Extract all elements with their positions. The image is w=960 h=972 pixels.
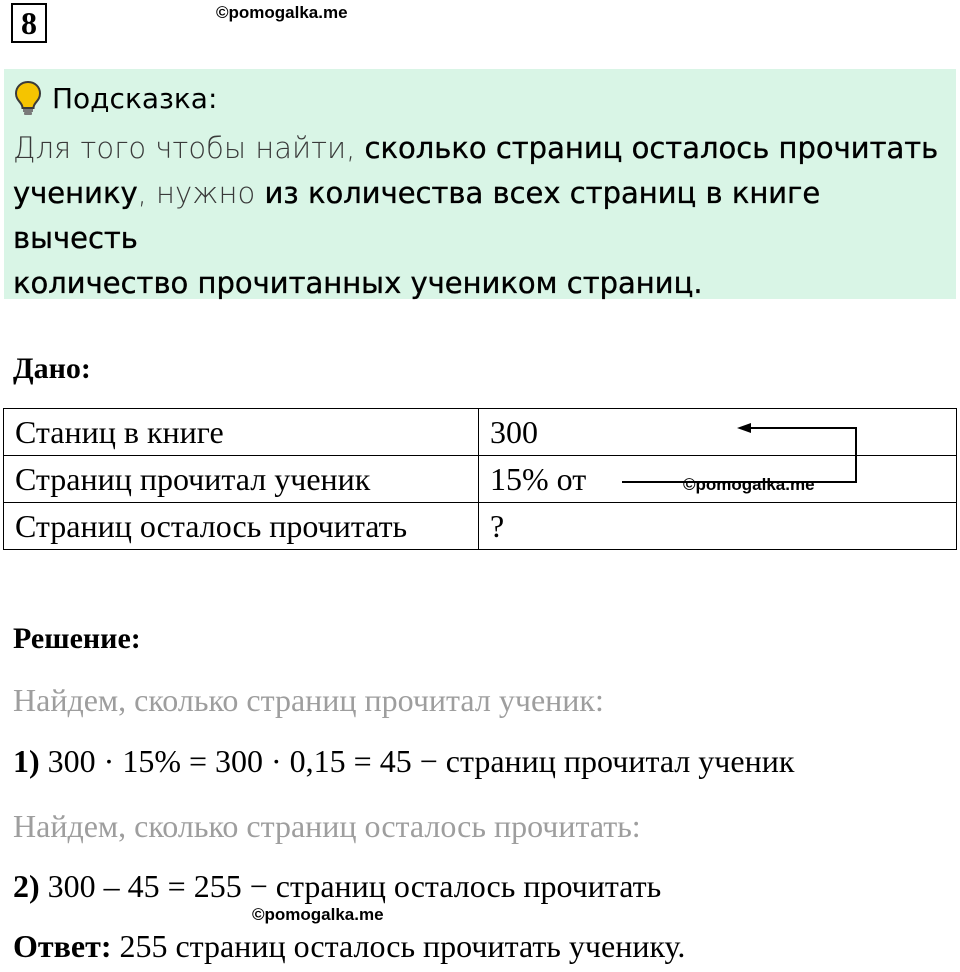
answer-text: 255 страниц осталось прочитать ученику.	[111, 928, 686, 964]
step-text: 300 – 45 = 255 − страниц осталось прочитать	[39, 868, 662, 904]
row-label: Станиц в книге	[4, 409, 479, 456]
hint-text-bold: ученику	[13, 176, 138, 210]
hint-text-plain: Для того чтобы найти,	[13, 131, 365, 165]
row-label: Страниц прочитал ученик	[4, 456, 479, 503]
watermark-top: ©pomogalka.me	[216, 3, 348, 22]
hint-text-bold: из количества всех страниц в книге вычесть	[13, 176, 821, 255]
task-number-box	[11, 3, 47, 43]
hint-title: Подсказка:	[52, 81, 218, 115]
row-value: 300	[479, 409, 957, 456]
solution-step-1	[13, 743, 794, 780]
hint-text-bold: сколько страниц осталось прочитать	[364, 131, 939, 165]
lightbulb-icon	[14, 80, 42, 116]
hint-line-3	[13, 261, 943, 306]
hint-text-bold: количество прочитанных учеником страниц.	[13, 266, 703, 300]
answer-label: Ответ:	[13, 928, 112, 964]
step-number: 1)	[13, 743, 40, 779]
solution-hint-2: Найдем, сколько страниц осталось прочитать:	[13, 808, 641, 844]
step-number: 2)	[13, 868, 40, 904]
hint-line-2	[13, 171, 943, 261]
solution-hint-1: Найдем, сколько страниц прочитал ученик:	[13, 682, 604, 718]
task-number: 8	[21, 5, 37, 41]
step-text: 300 · 15% = 300 · 0,15 = 45 − страниц прочитал ученик	[39, 743, 795, 779]
hint-text	[13, 126, 943, 306]
watermark-bottom: ©pomogalka.me	[252, 905, 384, 924]
row-label: Страниц осталось прочитать	[4, 503, 479, 550]
watermark-table: ©pomogalka.me	[683, 475, 815, 494]
given-heading: Дано:	[13, 352, 91, 385]
solution-step-2	[13, 868, 661, 905]
hint-text-plain: , нужно	[137, 176, 265, 210]
hint-header	[14, 80, 217, 116]
hint-line-1	[13, 126, 943, 171]
answer-line	[13, 928, 685, 965]
table-row	[4, 503, 957, 550]
row-value: 15% от	[479, 456, 957, 503]
solution-heading: Решение:	[13, 622, 141, 655]
row-value: ?	[479, 503, 957, 550]
arrow-head-icon	[737, 423, 751, 433]
